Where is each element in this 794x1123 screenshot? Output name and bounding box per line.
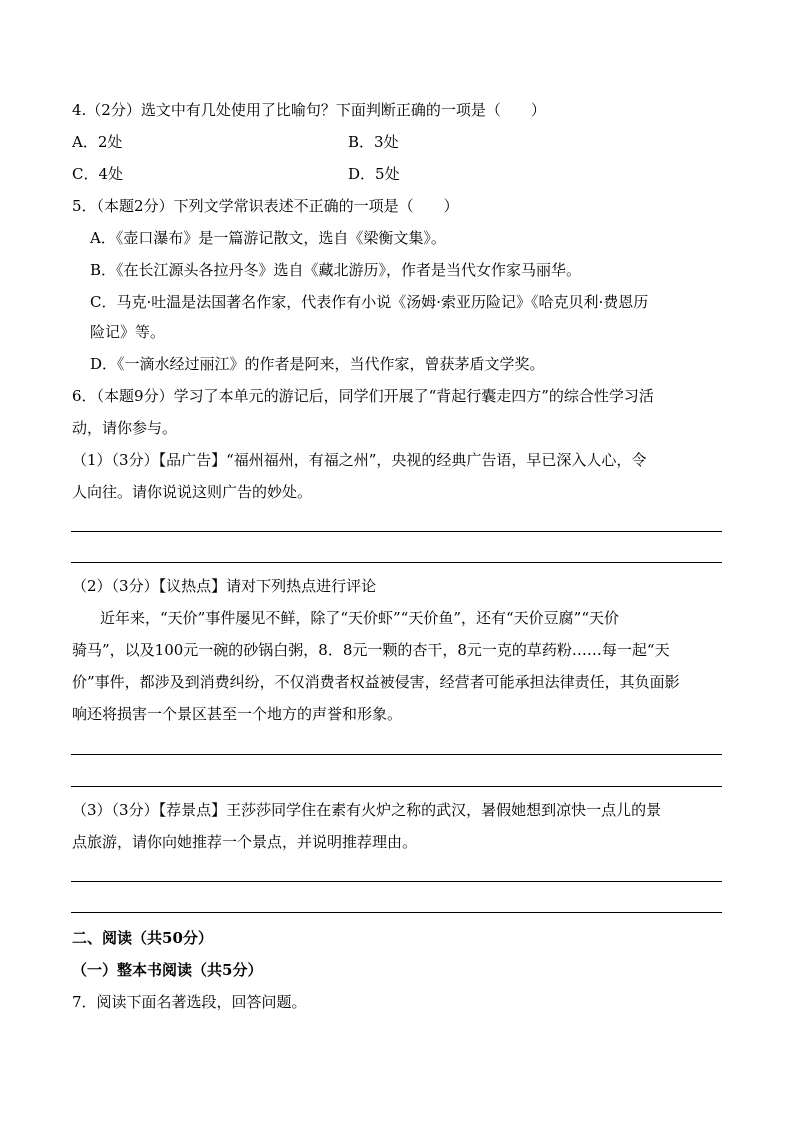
q4-option-d: D．5处 xyxy=(348,165,400,183)
q6-part2-passage-line-1: 近年来，“天价”事件屡见不鲜，除了“天价虾”“天价鱼”，还有“天价豆腐”“天价 xyxy=(100,609,620,627)
answer-line[interactable] xyxy=(71,786,722,787)
q6-part3-line-2: 点旅游，请你向她推荐一个景点，并说明推荐理由。 xyxy=(72,833,418,851)
answer-line[interactable] xyxy=(71,562,722,563)
q4-option-c: C．4处 xyxy=(72,165,124,183)
q6-part1-line-2: 人向往。请你说说这则广告的妙处。 xyxy=(72,483,313,501)
q6-part1-line-1: （1）（3分）【品广告】“福州福州，有福之州”，央视的经典广告语，早已深入人心，令 xyxy=(72,451,647,469)
answer-line[interactable] xyxy=(71,754,722,755)
q4-option-b: B．3处 xyxy=(348,133,399,151)
answer-line[interactable] xyxy=(71,531,722,532)
q5-option-c-cont: 险记》等。 xyxy=(90,323,166,341)
q5-stem: 5．（本题2分）下列文学常识表述不正确的一项是（ ） xyxy=(72,197,459,215)
q7-stem: 7．阅读下面名著选段，回答问题。 xyxy=(72,993,307,1011)
q6-part2-title: （2）（3分）【议热点】请对下列热点进行评论 xyxy=(72,577,377,595)
q5-option-b: B．《在长江源头各拉丹冬》选自《藏北游历》，作者是当代女作家马丽华。 xyxy=(90,261,582,279)
q6-part2-passage-line-4: 响还将损害一个景区甚至一个地方的声誉和形象。 xyxy=(72,705,403,723)
q6-part2-passage-line-3: 价”事件，都涉及到消费纠纷，不仅消费者权益被侵害，经营者可能承担法律责任，其负面影 xyxy=(72,673,680,691)
section-title: 二、阅读（共50分） xyxy=(72,929,213,947)
q6-part3-line-1: （3）（3分）【荐景点】王莎莎同学住在素有火炉之称的武汉，暑假她想到凉快一点儿的景 xyxy=(72,801,662,819)
q6-stem-line-1: 6．（本题9分）学习了本单元的游记后，同学们开展了“背起行囊走四方”的综合性学习活 xyxy=(72,387,654,405)
q6-stem-line-2: 动，请你参与。 xyxy=(72,419,178,437)
answer-line[interactable] xyxy=(71,881,722,882)
q6-part2-passage-line-2: 骑马”，以及100元一碗的砂锅白粥，8．8元一颗的杏干，8元一克的草药粉……每一起“天 xyxy=(72,641,670,659)
q5-option-d: D．《一滴水经过丽江》的作者是阿来，当代作家，曾获茅盾文学奖。 xyxy=(90,355,545,373)
q4-option-a: A．2处 xyxy=(72,133,123,151)
q5-option-a: A．《壶口瀑布》是一篇游记散文，选自《梁衡文集》。 xyxy=(90,229,446,247)
q5-option-c: C．马克·吐温是法国著名作家，代表作有小说《汤姆·索亚历险记》《哈克贝利·费恩历 xyxy=(90,293,649,311)
subsection-title: （一）整本书阅读（共5分） xyxy=(72,961,263,979)
answer-line[interactable] xyxy=(71,912,722,913)
q4-stem: 4.（2分）选文中有几处使用了比喻句？下面判断正确的一项是（ ） xyxy=(72,101,546,119)
